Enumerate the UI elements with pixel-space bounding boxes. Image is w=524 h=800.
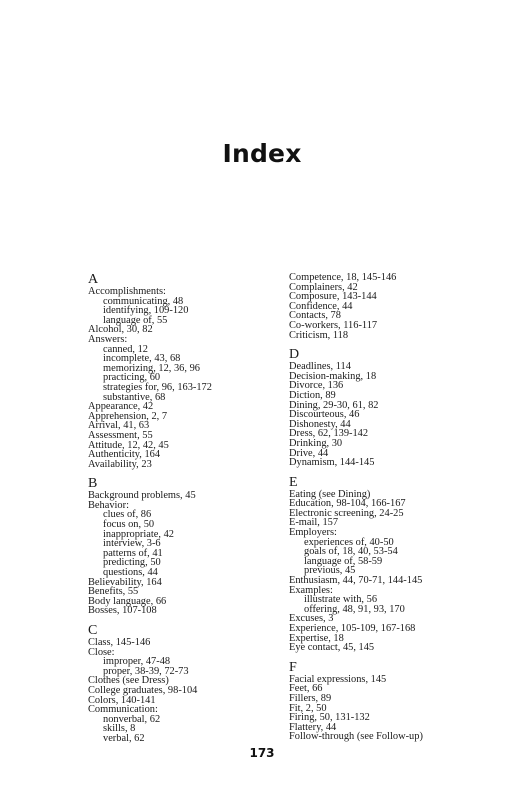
index-subentry: illustrate with, 56: [304, 594, 378, 606]
index-entry: Deadlines, 114: [289, 361, 351, 373]
index-subentry: practicing, 60: [103, 372, 161, 384]
index-entry: Drinking, 30: [289, 437, 343, 449]
index-entry: Employers:: [289, 527, 337, 539]
index-entry: Dining, 29-30, 61, 82: [289, 399, 379, 411]
index-entry: Appearance, 42: [88, 401, 154, 413]
index-entry: Apprehension, 2, 7: [88, 410, 168, 422]
index-entry: Accomplishments:: [88, 286, 166, 297]
index-entry: Attitude, 12, 42, 45: [88, 439, 169, 451]
index-subentry: interview, 3-6: [103, 538, 161, 550]
index-entry: Colors, 140-141: [88, 694, 156, 706]
index-entry: Confidence, 44: [289, 300, 353, 312]
index-entry: Authenticity, 164: [88, 449, 161, 461]
index-entry: Communication:: [88, 704, 158, 716]
index-letter-heading: A: [88, 272, 99, 287]
index-entry: Divorce, 136: [289, 380, 344, 392]
index-entry: Fit, 2, 50: [289, 702, 327, 714]
index-subentry: inappropriate, 42: [103, 528, 174, 540]
index-entry: Class, 145-146: [88, 637, 151, 648]
index-entry: Competence, 18, 145-146: [289, 272, 397, 283]
index-entry: Assessment, 55: [88, 429, 153, 441]
index-entry: Contacts, 78: [289, 310, 341, 322]
index-entry: Firing, 50, 131-132: [289, 712, 370, 724]
index-entry: Body language, 66: [88, 595, 167, 607]
index-subentry: patterns of, 41: [103, 547, 163, 559]
index-subentry: predicting, 50: [103, 557, 161, 569]
index-entry: Believability, 164: [88, 576, 162, 588]
index-entry: Criticism, 118: [289, 329, 349, 341]
index-entry: Answers:: [88, 333, 128, 345]
index-entry: Alcohol, 30, 82: [88, 324, 153, 336]
index-entry: Fillers, 89: [289, 692, 332, 704]
index-entry: Decision-making, 18: [289, 370, 377, 382]
index-entry: Dress, 62, 139-142: [289, 428, 369, 440]
index-entry: E-mail, 157: [289, 517, 339, 529]
index-entry: College graduates, 98-104: [88, 684, 198, 696]
index-entry: Experience, 105-109, 167-168: [289, 623, 416, 634]
index-entry: Education, 98-104, 166-167: [289, 498, 406, 510]
index-entry: Clothes (see Dress): [88, 675, 169, 687]
index-entry: Eating (see Dining): [289, 488, 371, 500]
index-entry: Complainers, 42: [289, 281, 358, 293]
index-subentry: goals of, 18, 40, 53-54: [304, 546, 398, 558]
index-subentry: incomplete, 43, 68: [103, 353, 181, 365]
index-subentry: identifying, 109-120: [103, 305, 189, 317]
index-letter-heading: E: [289, 474, 298, 490]
page-number: 173: [249, 746, 275, 760]
index-subentry: strategies for, 96, 163-172: [103, 381, 212, 393]
index-entry: Close:: [88, 646, 115, 658]
index-letter-heading: D: [289, 347, 300, 363]
index-entry: Facial expressions, 145: [289, 673, 387, 685]
index-entry: Dishonesty, 44: [289, 418, 351, 430]
index-subentry: offering, 48, 91, 93, 170: [304, 603, 405, 615]
index-entry: Enthusiasm, 44, 70-71, 144-145: [289, 575, 423, 587]
index-entry: Drive, 44: [289, 447, 329, 459]
index-entry: Composure, 143-144: [289, 291, 377, 303]
index-subentry: canned, 12: [103, 343, 149, 355]
index-entry: Dynamism, 144-145: [289, 457, 375, 469]
index-entry: Eye contact, 45, 145: [289, 642, 375, 654]
index-subentry: questions, 44: [103, 567, 158, 579]
index-entry: Feet, 66: [289, 683, 323, 695]
index-subentry: language of, 55: [103, 314, 168, 326]
index-subentry: skills, 8: [103, 723, 136, 735]
index-entry: Bosses, 107-108: [88, 605, 157, 617]
index-entry: Availability, 23: [88, 458, 152, 470]
index-subentry: focus on, 50: [103, 519, 155, 531]
index-entry: Co-workers, 116-117: [289, 319, 378, 331]
index-entry: Diction, 89: [289, 389, 336, 401]
index-entry: Electronic screening, 24-25: [289, 507, 404, 519]
index-entry: Behavior:: [88, 499, 129, 511]
index-subentry: verbal, 62: [103, 732, 145, 744]
index-entry: Benefits, 55: [88, 586, 139, 598]
page-title: Index: [222, 139, 302, 168]
index-subentry: previous, 45: [304, 565, 356, 577]
index-entry: Arrival, 41, 63: [88, 420, 150, 432]
index-subentry: experiences of, 40-50: [304, 536, 394, 548]
index-entry: Flattery, 44: [289, 721, 337, 733]
index-entry: Examples:: [289, 584, 333, 596]
index-subentry: clues of, 86: [103, 509, 152, 521]
index-letter-heading: C: [88, 623, 98, 638]
index-subentry: communicating, 48: [103, 295, 184, 307]
index-subentry: memorizing, 12, 36, 96: [103, 362, 200, 374]
index-letter-heading: F: [289, 659, 297, 675]
index-column-left: [88, 273, 268, 744]
index-subentry: proper, 38-39, 72-73: [103, 665, 189, 677]
index-entry: Expertise, 18: [289, 632, 344, 644]
index-entry: Background problems, 45: [88, 490, 196, 502]
index-subentry: language of, 58-59: [304, 555, 383, 567]
index-column-right: [289, 273, 489, 742]
index-subentry: improper, 47-48: [103, 656, 171, 668]
index-entry: Follow-through (see Follow-up): [289, 731, 423, 743]
index-subentry: nonverbal, 62: [103, 713, 161, 725]
index-entry: Excuses, 3: [289, 613, 334, 625]
index-letter-heading: B: [88, 476, 98, 492]
index-entry: Discourteous, 46: [289, 409, 360, 421]
index-subentry: substantive, 68: [103, 391, 166, 403]
